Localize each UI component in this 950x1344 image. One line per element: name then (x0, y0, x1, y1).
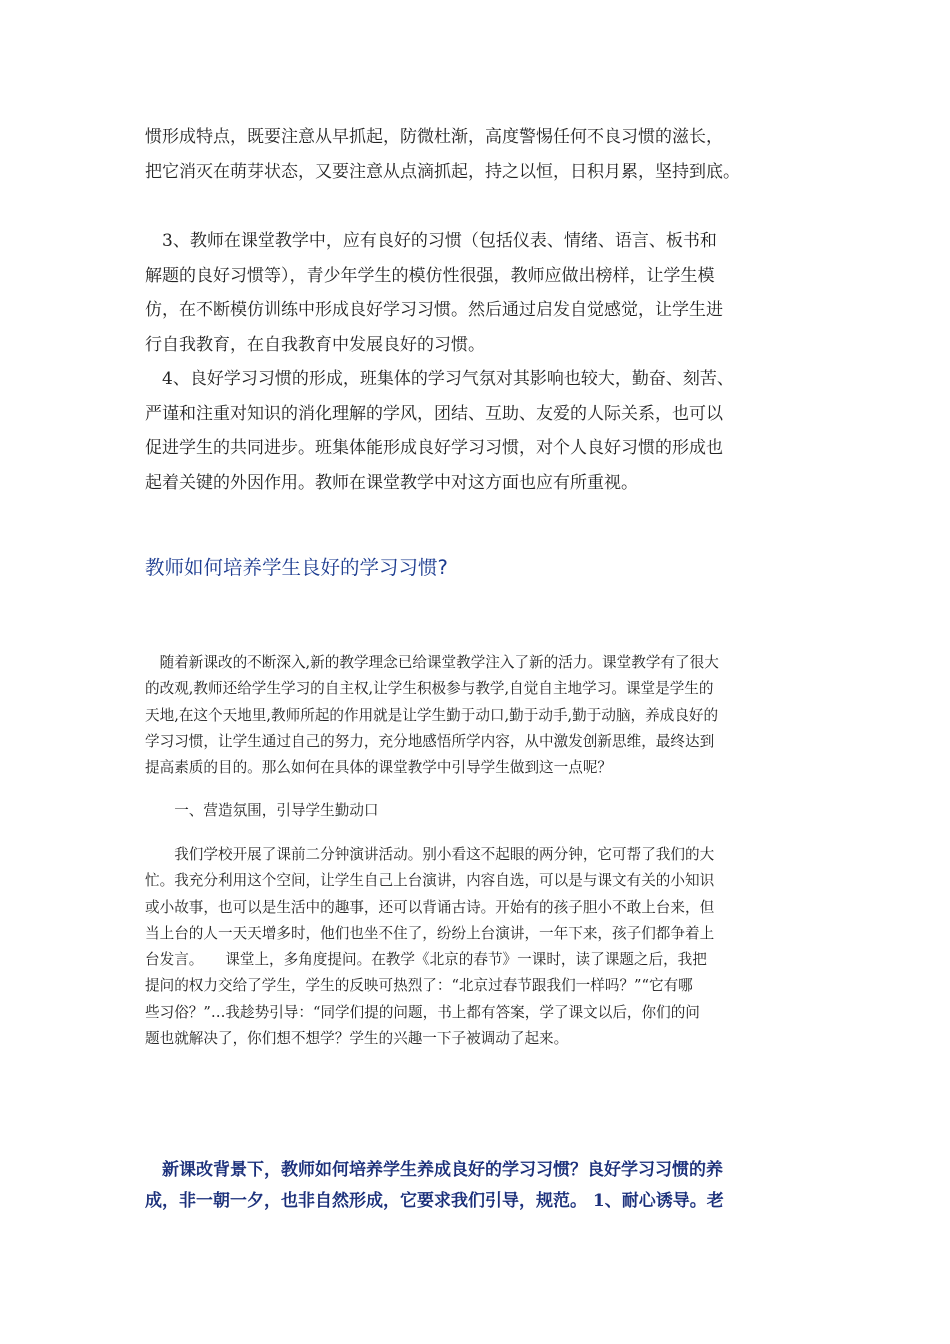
text-line: 新课改背景下，教师如何培养学生养成良好的学习习惯？良好学习习惯的养 (145, 1160, 723, 1180)
text-line: 忙。我充分利用这个空间，让学生自己上台演讲，内容自选，可以是与课文有关的小知识 (145, 872, 715, 890)
paragraph-article-body (145, 842, 805, 1052)
text-line: 起着关键的外因作用。教师在课堂教学中对这方面也应有所重视。 (145, 472, 638, 493)
text-line: 提问的权力交给了学生，学生的反映可热烈了：“北京过春节跟我们一样吗？”“它有哪 (145, 977, 693, 995)
text-line: 解题的良好习惯等），青少年学生的模仿性很强，教师应做出榜样，让学生模 (145, 265, 715, 286)
text-line: 学习习惯，让学生通过自己的努力，充分地感悟所学内容，从中激发创新思维，最终达到 (145, 732, 715, 750)
paragraph-point-4 (145, 362, 805, 500)
text-line: 当上台的人一天天增多时，他们也坐不住了，纷纷上台演讲，一年下来，孩子们都争着上 (145, 924, 715, 942)
text-line: 提高素质的目的。那么如何在具体的课堂教学中引导学生做到这一点呢？ (145, 759, 613, 777)
text-line: 仿，在不断模仿训练中形成良好学习习惯。然后通过启发自觉感觉，让学生进 (145, 300, 723, 320)
text-line: 严谨和注重对知识的消化理解的学风，团结、互助、友爱的人际关系，也可以 (145, 403, 723, 424)
text-line: 成，非一朝一夕，也非自然形成，它要求我们引导，规范。 1、耐心诱导。老 (145, 1191, 724, 1211)
text-line: 4、良好学习习惯的形成，班集体的学习气氛对其影响也较大，勤奋、刻苦、 (145, 369, 734, 389)
text-line: 随着新课改的不断深入,新的教学理念已给课堂教学注入了新的活力。课堂教学有了很大 (145, 654, 719, 671)
text-line: 或小故事，也可以是生活中的趣事，还可以背诵古诗。开始有的孩子胆小不敢上台来，但 (145, 898, 715, 916)
text-line: 我们学校开展了课前二分钟演讲活动。别小看这不起眼的两分钟，它可帮了我们的大 (145, 846, 715, 863)
text-line: 行自我教育，在自我教育中发展良好的习惯。 (145, 334, 485, 355)
paragraph-closing-bold (145, 1155, 815, 1217)
paragraph-habit-formation-continued (145, 120, 805, 189)
paragraph-point-3 (145, 224, 805, 362)
text-line: 把它消灭在萌芽状态，又要注意从点滴抓起，持之以恒，日积月累，坚持到底。 (145, 161, 740, 182)
text-line: 题也就解决了，你们想不想学？学生的兴趣一下子被调动了起来。 (145, 1030, 569, 1048)
paragraph-article-intro (145, 650, 805, 781)
article-heading: 教师如何培养学生良好的学习习惯? (145, 556, 448, 579)
subheading-text: 一、营造氛围，引导学生勤动口 (145, 802, 379, 819)
text-line: 天地,在这个天地里,教师所起的作用就是让学生勤于动口,勤于动手,勤于动脑，养成良好的 (145, 706, 719, 724)
text-line: 台发言。 课堂上，多角度提问。在教学《北京的春节》一课时，读了课题之后，我把 (145, 951, 707, 969)
text-line: 惯形成特点，既要注意从早抓起，防微杜渐，高度警惕任何不良习惯的滋长， (145, 127, 723, 147)
text-line: 的改观,教师还给学生学习的自主权,让学生积极参与教学,自觉自主地学习。课堂是学生的 (145, 680, 714, 698)
section-subheading (145, 798, 805, 824)
text-line: 3、教师在课堂教学中，应有良好的习惯（包括仪表、情绪、语言、板书和 (145, 231, 717, 251)
text-line: 些习俗？”…我趁势引导：“同学们提的问题，书上都有答案，学了课文以后，你们的问 (145, 1003, 700, 1021)
text-line: 促进学生的共同进步。班集体能形成良好学习习惯，对个人良好习惯的形成也 (145, 438, 723, 458)
